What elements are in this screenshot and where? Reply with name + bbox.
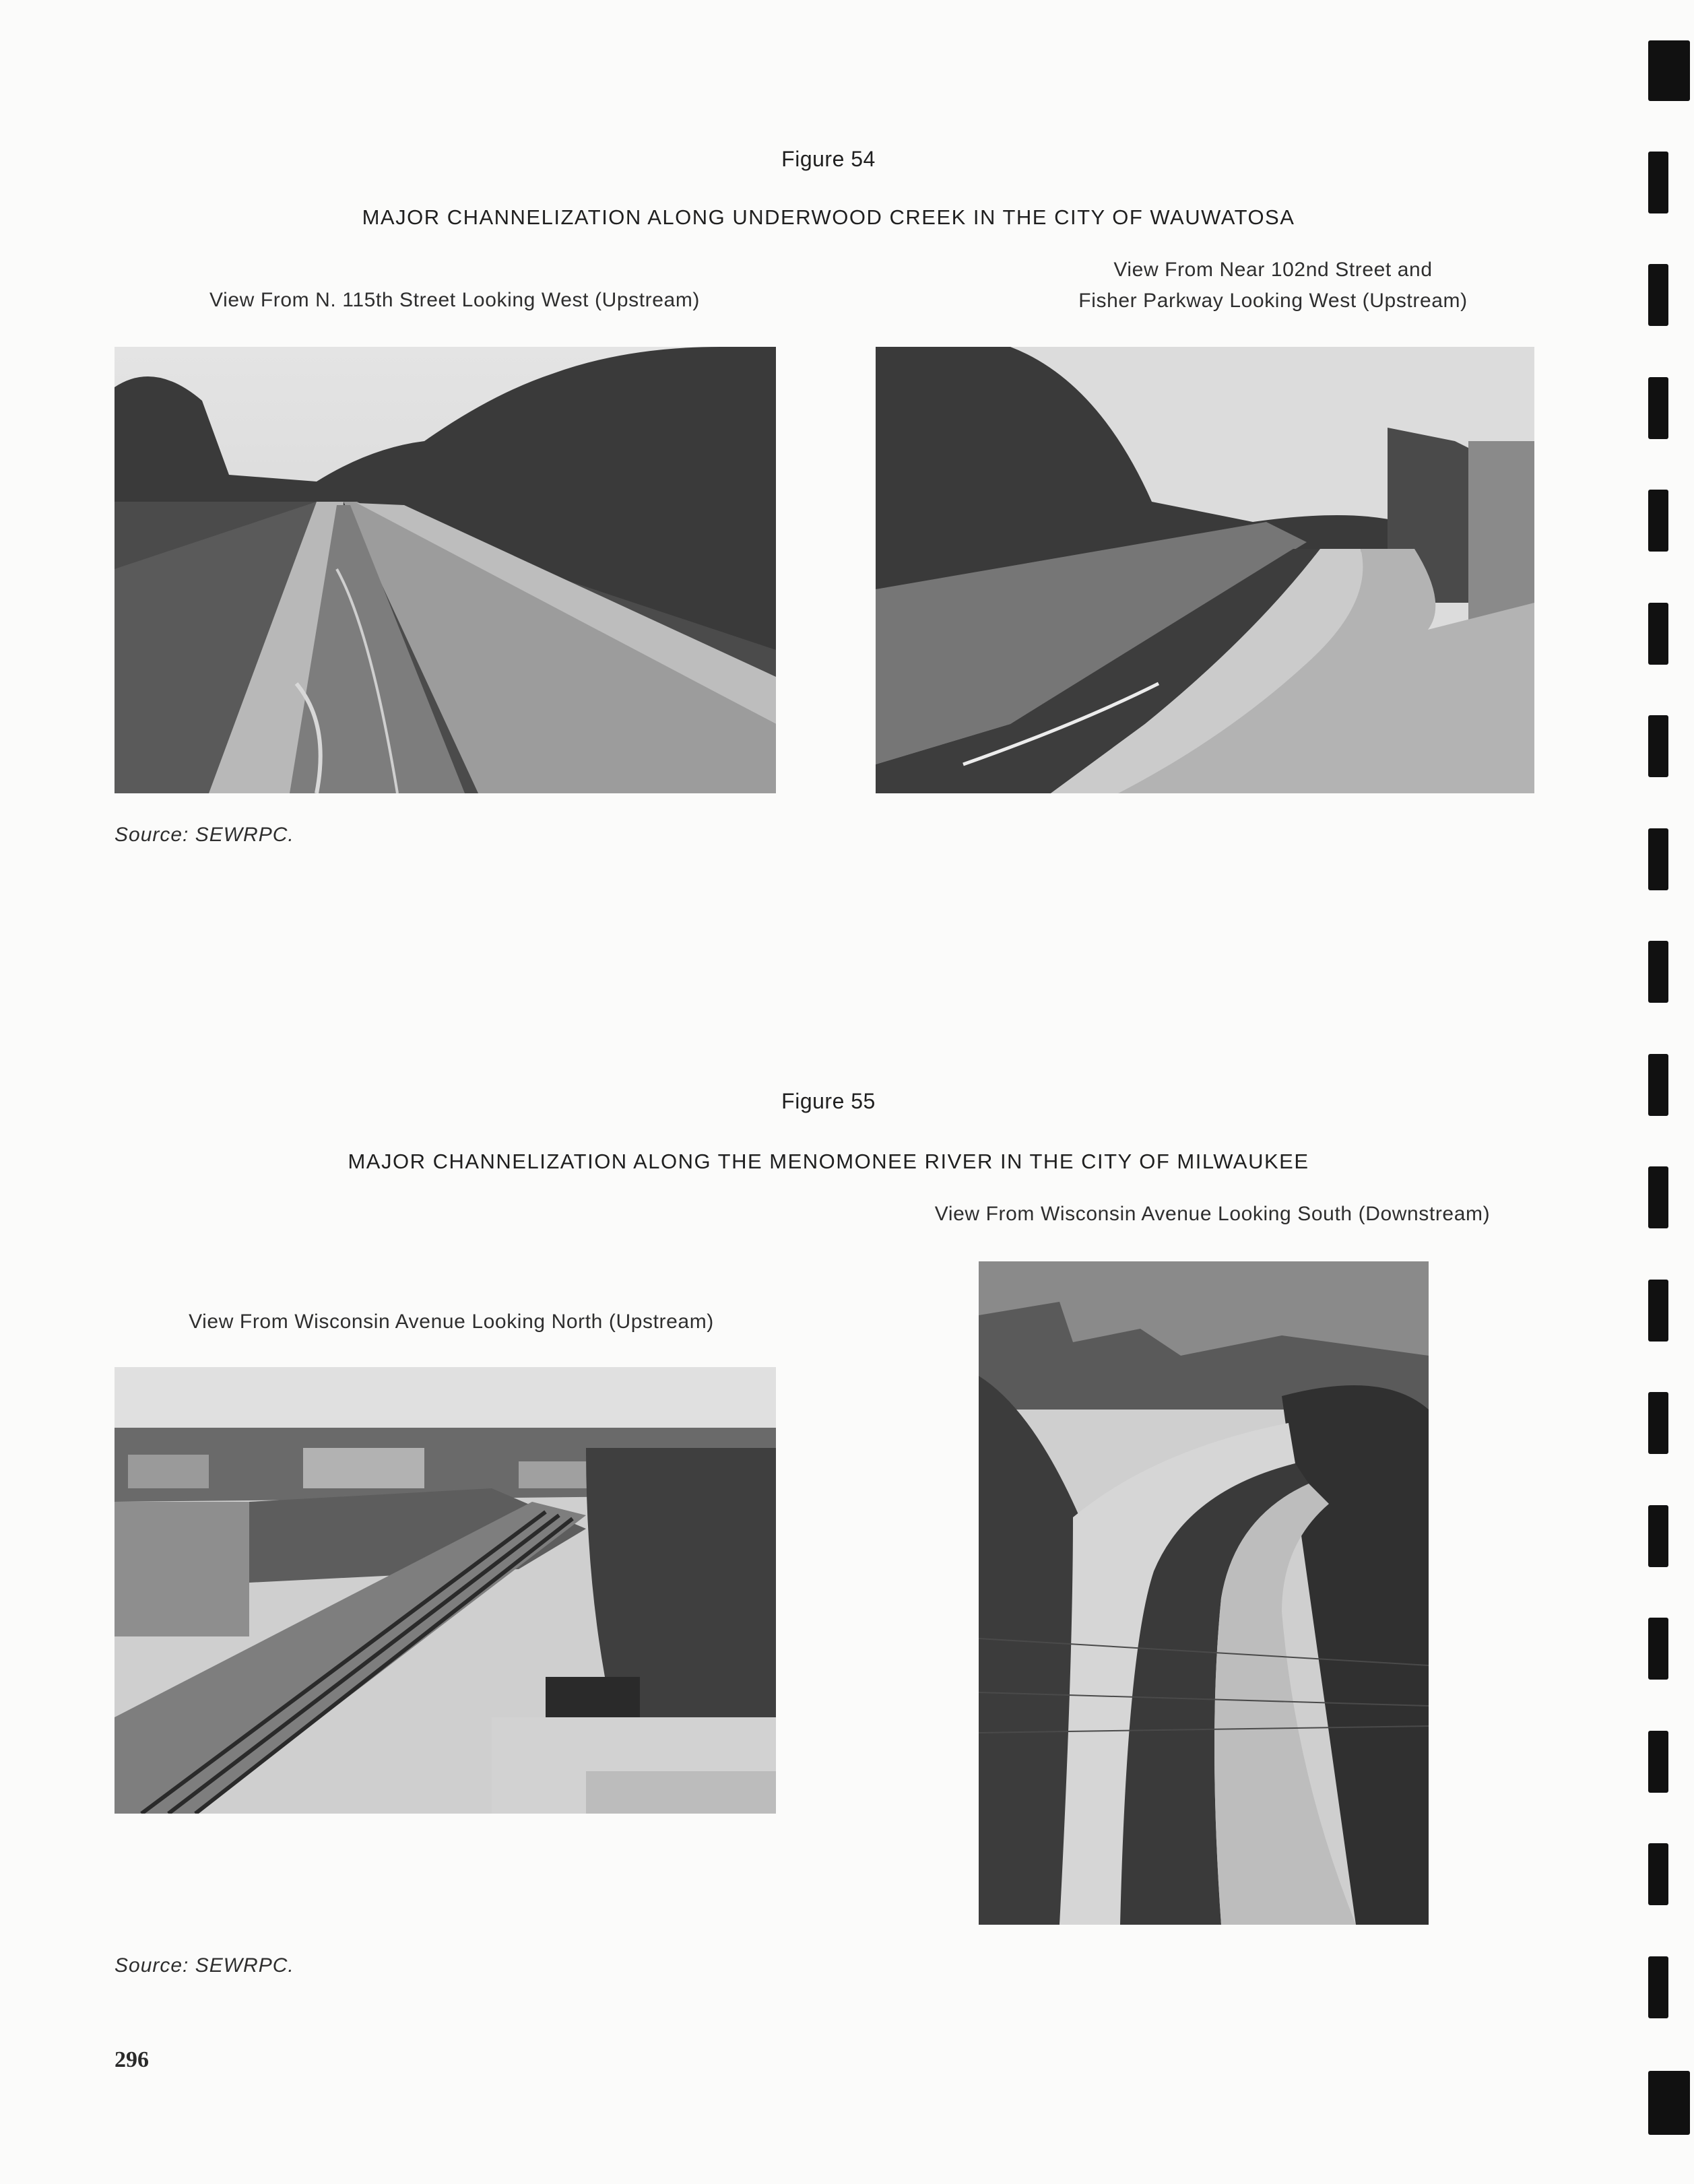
binding-mark xyxy=(1648,1166,1668,1228)
binding-mark xyxy=(1648,1731,1668,1793)
photo-menomonee-looking-north xyxy=(115,1367,776,1814)
binding-mark-top xyxy=(1648,40,1690,101)
figure-54-right-caption xyxy=(930,255,1617,317)
page-number: 296 xyxy=(115,2047,149,2072)
binding-mark xyxy=(1648,941,1668,1003)
figure-54-right-caption-line1: View From Near 102nd Street and xyxy=(1113,259,1433,281)
binding-mark xyxy=(1648,1392,1668,1454)
figure-55-source: Source: SEWRPC. xyxy=(115,1954,294,1977)
figure-54-label: Figure 54 xyxy=(781,147,876,171)
binding-mark xyxy=(1648,1956,1668,2018)
figure-55-label: Figure 55 xyxy=(781,1089,876,1113)
binding-mark xyxy=(1648,1618,1668,1680)
binding-mark xyxy=(1648,264,1668,326)
photo-menomonee-looking-south xyxy=(979,1261,1429,1925)
binding-mark xyxy=(1648,1505,1668,1567)
binding-mark xyxy=(1648,1843,1668,1905)
binding-mark xyxy=(1648,715,1668,777)
binding-mark xyxy=(1648,152,1668,213)
figure-55-left-caption: View From Wisconsin Avenue Looking North (Upstream) xyxy=(189,1311,714,1333)
binding-mark xyxy=(1648,377,1668,439)
photo-underwood-creek-115th-street xyxy=(115,347,776,793)
binding-mark xyxy=(1648,1280,1668,1342)
figure-55-right-caption: View From Wisconsin Avenue Looking South (Downstream) xyxy=(934,1203,1491,1225)
photo-underwood-creek-102nd-street xyxy=(876,347,1534,793)
figure-54-source: Source: SEWRPC. xyxy=(115,824,294,846)
figure-54-right-caption-line2: Fisher Parkway Looking West (Upstream) xyxy=(1078,290,1468,312)
binding-mark xyxy=(1648,603,1668,665)
figure-54-left-caption: View From N. 115th Street Looking West (Upstream) xyxy=(209,289,700,311)
binding-mark xyxy=(1648,1054,1668,1116)
figure-54-title: MAJOR CHANNELIZATION ALONG UNDERWOOD CREEK IN THE CITY OF WAUWATOSA xyxy=(362,205,1295,229)
binding-mark-bottom xyxy=(1648,2071,1690,2135)
binding-mark xyxy=(1648,828,1668,890)
figure-55-title: MAJOR CHANNELIZATION ALONG THE MENOMONEE RIVER IN THE CITY OF MILWAUKEE xyxy=(348,1150,1309,1173)
binding-mark xyxy=(1648,490,1668,552)
